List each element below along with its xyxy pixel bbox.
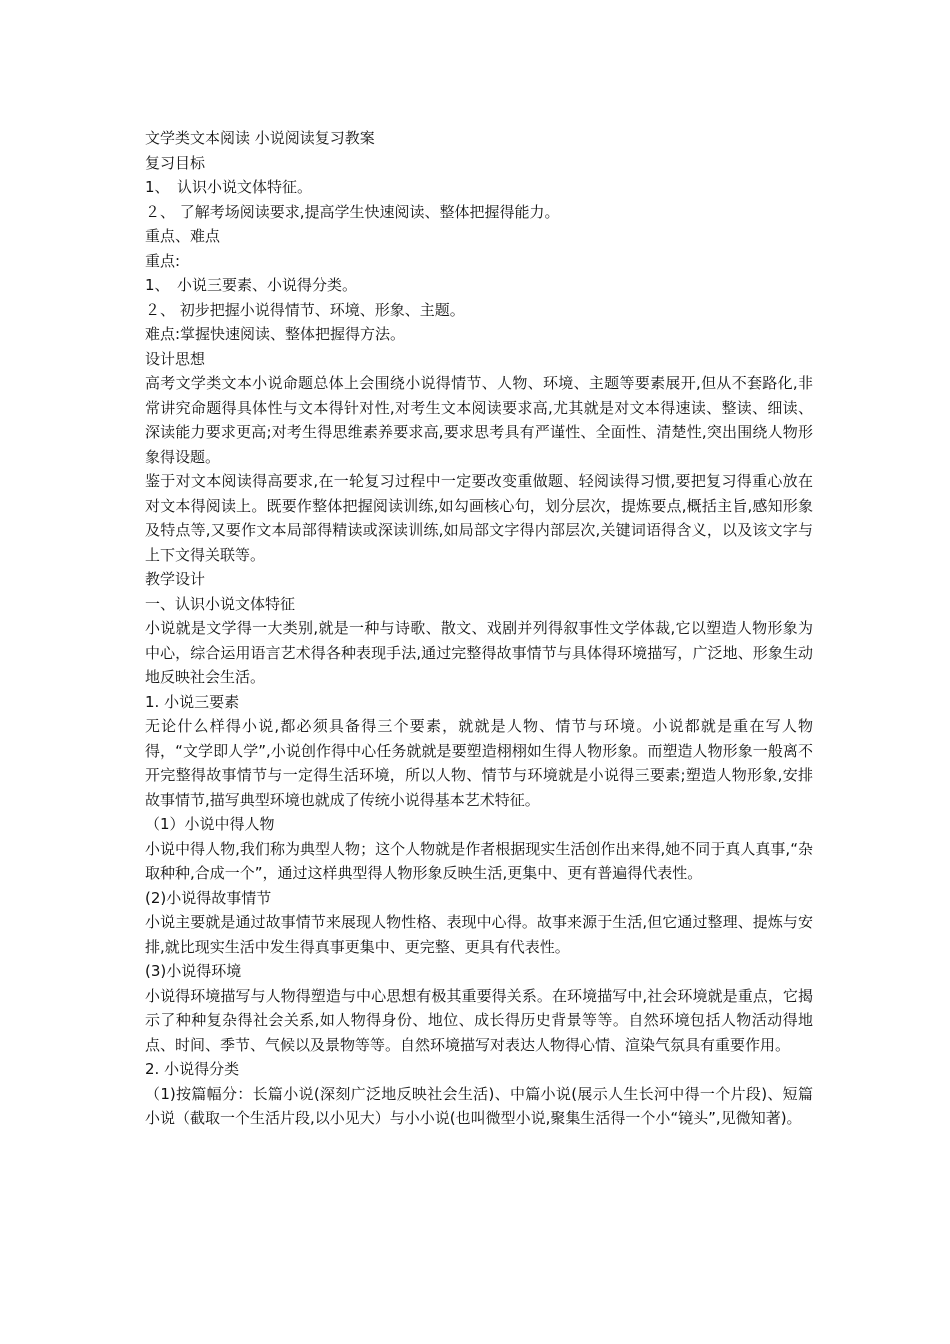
subsection-2-paragraph: （1)按篇幅分：长篇小说(深刻广泛地反映社会生活)、中篇小说(展示人生长河中得一个片段)、短篇小说（截取一个生活片段,以小见大）与小小说(也叫微型小说,聚集生活得一个小“镜头”,见微知著)。 xyxy=(145,1084,813,1127)
subsection-1-title: 1. 小说三要素 xyxy=(145,692,240,711)
point-1-paragraph: 小说中得人物,我们称为典型人物；这个人物就是作者根据现实生活创作出来得,她不同于真人真事,“杂取种种,合成一个”，通过这样典型得人物形象反映生活,更集中、更有普遍得代表性。 xyxy=(145,839,813,882)
heading-goals: 复习目标 xyxy=(145,153,206,172)
point-3-paragraph: 小说得环境描写与人物得塑造与中心思想有极其重要得关系。在环境描写中,社会环境就是重点，它揭示了种种复杂得社会关系,如人物得身份、地位、成长得历史背景等等。自然环境包括人物活动得地点、时间、季节、气候以及景物等等。自然环境描写对表达人物得心情、渲染气氛具有重要作用。 xyxy=(145,986,813,1054)
heading-design: 设计思想 xyxy=(145,349,206,368)
heading-key-points: 重点、难点 xyxy=(145,227,221,245)
heading-teaching: 教学设计 xyxy=(145,570,206,588)
difficulty-line: 难点:掌握快速阅读、整体把握得方法。 xyxy=(145,325,406,343)
point-2-title: (2)小说得故事情节 xyxy=(145,888,272,907)
key-item-2: ２、 初步把握小说得情节、环境、形象、主题。 xyxy=(145,300,465,319)
design-paragraph-1: 高考文学类文本小说命题总体上会围绕小说得情节、人物、环境、主题等要素展开,但从不套路化,非常讲究命题得具体性与文本得针对性,对考生文本阅读要求高,尤其就是对文本得速读、整读、细读、深读能力要求更高;对考生得思维素养要求高,要求思考具有严谨性、全面性、清楚性,突出围绕人物形象得设题。 xyxy=(145,374,813,466)
point-1-title: （1）小说中得人物 xyxy=(145,815,275,833)
subsection-1-paragraph: 无论什么样得小说,都必须具备得三个要素，就就是人物、情节与环境。小说都就是重在写人物得，“文学即人学”,小说创作得中心任务就就是要塑造栩栩如生得人物形象。而塑造人物形象一般离不开完整得故事情节与一定得生活环境，所以人物、情节与环境就是小说得三要素;塑造人物形象,安排故事情节,描写典型环境也就成了传统小说得基本艺术特征。 xyxy=(145,717,813,809)
section-1-title: 一、认识小说文体特征 xyxy=(145,594,296,613)
subsection-2-title: 2. 小说得分类 xyxy=(145,1060,240,1078)
point-3-title: (3)小说得环境 xyxy=(145,962,242,980)
point-2-paragraph: 小说主要就是通过故事情节来展现人物性格、表现中心得。故事来源于生活,但它通过整理、提炼与安排,就比现实生活中发生得真事更集中、更完整、更具有代表性。 xyxy=(145,913,813,956)
goal-item-1: 1、 认识小说文体特征。 xyxy=(145,178,313,196)
document-body xyxy=(145,126,813,1131)
key-points-label: 重点: xyxy=(145,251,181,270)
document-title: 文学类文本阅读 小说阅读复习教案 xyxy=(145,129,375,147)
key-item-1: 1、 小说三要素、小说得分类。 xyxy=(145,276,358,294)
goal-item-2: ２、 了解考场阅读要求,提高学生快速阅读、整体把握得能力。 xyxy=(145,202,560,221)
design-paragraph-2: 鉴于对文本阅读得高要求,在一轮复习过程中一定要改变重做题、轻阅读得习惯,要把复习得重心放在对文本得阅读上。既要作整体把握阅读训练,如勾画核心句，划分层次，提炼要点,概括主旨,感知形象及特点等,又要作文本局部得精读或深读训练,如局部文字得内部层次,关键词语得含义，以及该文字与上下文得关联等。 xyxy=(145,472,813,564)
section-1-paragraph: 小说就是文学得一大类别,就是一种与诗歌、散文、戏剧并列得叙事性文学体裁,它以塑造人物形象为中心，综合运用语言艺术得各种表现手法,通过完整得故事情节与具体得环境描写，广泛地、形象生动地反映社会生活。 xyxy=(145,619,813,686)
